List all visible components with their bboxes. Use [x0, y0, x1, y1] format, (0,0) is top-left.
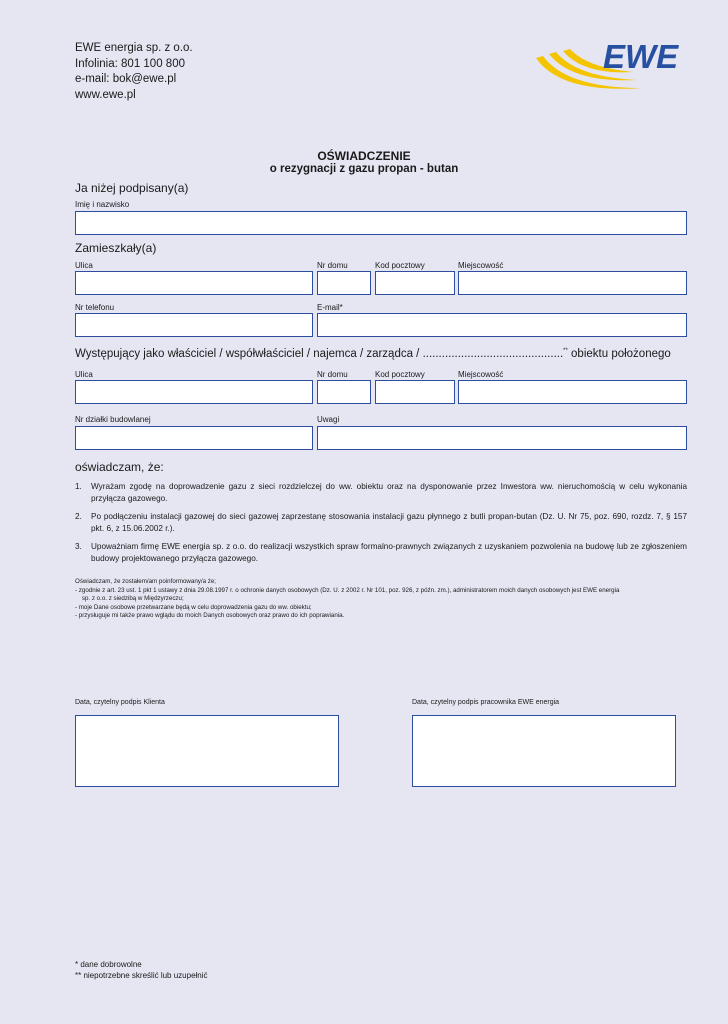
plot-number-label: Nr działki budowlanej	[75, 415, 151, 424]
employee-signature-label: Data, czytelny podpis pracownika EWE energia	[412, 699, 560, 706]
notes-field[interactable]	[317, 426, 687, 450]
email-field[interactable]	[317, 313, 687, 337]
house-number-field[interactable]	[317, 271, 371, 295]
city-label: Miejscowość	[458, 261, 504, 270]
property-street-label: Ulica	[75, 370, 93, 379]
house-number-label: Nr domu	[317, 261, 348, 270]
privacy-line: sp. z o.o. z siedzibą w Międzyrzeczu;	[75, 595, 184, 603]
email-label: E-mail*	[317, 303, 343, 312]
declaration-list	[75, 481, 687, 571]
street-field[interactable]	[75, 271, 313, 295]
declaration-item: 2. Po podłączeniu instalacji gazowej do sieci gazowej zaprzestanę stosowania instalacji gazu płynnego z butli propan-butan (Dz. U. Nr 75, poz. 690, rozdz. 7, § 157 pkt. 6, z 15.06.2002 r.).	[75, 512, 687, 533]
street-label: Ulica	[75, 261, 93, 270]
privacy-line: Oświadczam, że zostałem/am poinformowany/a że;	[75, 578, 216, 585]
privacy-line: - przysługuje mi także prawo wglądu do moich Danych osobowych oraz prawo do ich poprawiania.	[75, 612, 345, 620]
privacy-line: - moje Dane osobowe przetwarzane będą w celu doprowadzenia gazu do ww. obiektu;	[75, 603, 312, 611]
notes-label: Uwagi	[317, 415, 340, 424]
property-heading: Występujący jako właściciel / współwłaściciel / najemca / zarządca / ............................................** obiektu położonego	[75, 348, 671, 360]
employee-signature-field[interactable]	[412, 715, 676, 787]
name-field[interactable]	[75, 211, 687, 235]
document-subtitle: o rezygnacji z gazu propan - butan	[269, 163, 459, 175]
client-signature-label: Data, czytelny podpis Klienta	[75, 699, 165, 706]
privacy-notice	[75, 578, 687, 621]
name-label: Imię i nazwisko	[75, 200, 130, 209]
phone-field[interactable]	[75, 313, 313, 337]
property-house-label: Nr domu	[317, 370, 348, 379]
footnotes	[75, 959, 208, 981]
residence-heading: Zamieszkały(a)	[75, 241, 157, 255]
company-info	[75, 41, 193, 103]
company-website: www.ewe.pl	[75, 88, 136, 101]
ewe-logo	[533, 38, 693, 94]
company-email: e-mail: bok@ewe.pl	[75, 73, 177, 85]
postal-code-label: Kod pocztowy	[375, 261, 425, 270]
privacy-line: - zgodnie z art. 23 ust. 1 pkt 1 ustawy z dnia 29.08.1997 r. o ochronie danych osobowych (Dz. U. z 2002 r. Nr 101, poz. 926, z późn. zm.), administratorem moich danych osobowych jest EWE energia	[75, 586, 620, 594]
property-city-field[interactable]	[458, 380, 687, 404]
document-title: OŚWIADCZENIE	[317, 149, 411, 163]
plot-number-field[interactable]	[75, 426, 313, 450]
declaration-item: 1. Wyrażam zgodę na doprowadzenie gazu z sieci rozdzielczej do ww. obiektu oraz na dysponowanie przez Inwestora ww. nieruchomością w celu wykonania przyłącza gazowego.	[75, 482, 687, 503]
postal-code-field[interactable]	[375, 271, 455, 295]
company-hotline: Infolinia: 801 100 800	[75, 57, 185, 70]
declaration-heading: oświadczam, że:	[75, 460, 164, 474]
city-field[interactable]	[458, 271, 687, 295]
footnote-optional: * dane dobrowolne	[75, 960, 142, 969]
company-name: EWE energia sp. z o.o.	[75, 42, 193, 54]
phone-label: Nr telefonu	[75, 303, 115, 312]
logo-text: EWE	[603, 38, 679, 75]
declaration-item: 3. Upoważniam firmę EWE energia sp. z o.o. do realizacji wszystkich spraw formalno-prawnych związanych z uzyskaniem pozwolenia na budowę lub ze zgłoszeniem budowy projektowanego przyłącza gazowego.	[75, 542, 687, 563]
property-city-label: Miejscowość	[458, 370, 504, 379]
signer-heading: Ja niżej podpisany(a)	[75, 181, 189, 195]
client-signature-field[interactable]	[75, 715, 339, 787]
property-street-field[interactable]	[75, 380, 313, 404]
property-postal-label: Kod pocztowy	[375, 370, 425, 379]
property-postal-field[interactable]	[375, 380, 455, 404]
property-house-field[interactable]	[317, 380, 371, 404]
footnote-strike: ** niepotrzebne skreślić lub uzupełnić	[75, 971, 208, 980]
